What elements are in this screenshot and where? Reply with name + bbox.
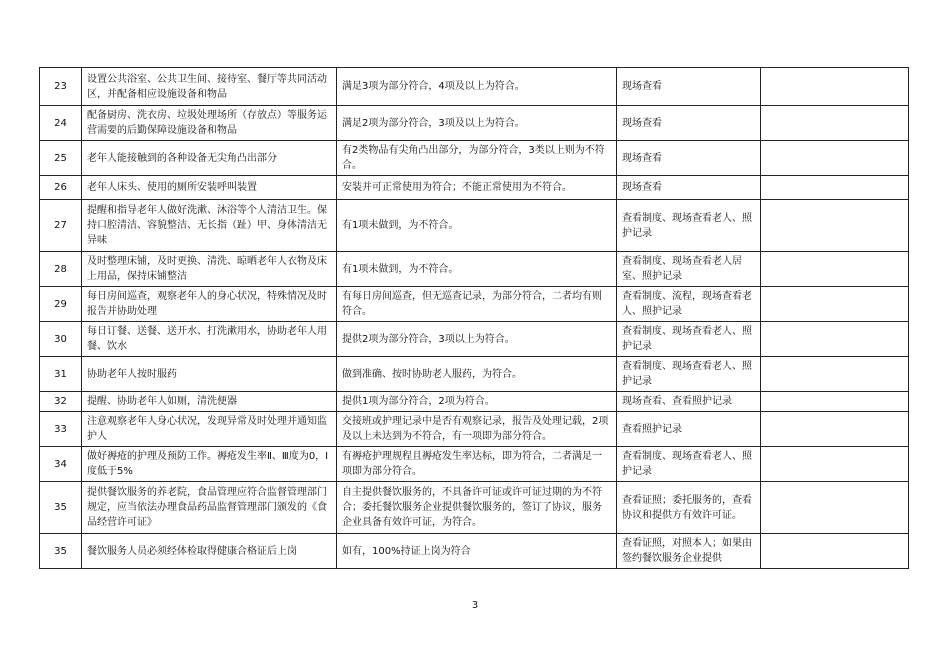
criteria-cell: 有每日房间巡查，但无巡查记录，为部分符合，二者均有则符合。	[337, 287, 617, 322]
remarks-cell	[761, 322, 909, 357]
table-row	[40, 176, 909, 200]
method-cell: 查看制度、现场查看老人、照护记录	[617, 322, 761, 357]
remarks-cell	[761, 482, 909, 534]
remarks-cell	[761, 252, 909, 287]
criteria-cell: 如有，100%持证上岗为符合	[337, 534, 617, 569]
requirement-cell: 每日订餐、送餐、送开水、打洗漱用水，协助老年人用餐、饮水	[82, 322, 337, 357]
requirement-cell: 每日房间巡查，观察老年人的身心状况，特殊情况及时报告并协助处理	[82, 287, 337, 322]
requirement-cell: 及时整理床铺，及时更换、清洗、晾晒老年人衣物及床上用品，保持床铺整洁	[82, 252, 337, 287]
remarks-cell	[761, 392, 909, 412]
requirement-cell: 老年人床头、使用的厕所安装呼叫装置	[82, 176, 337, 200]
table-row	[40, 287, 909, 322]
requirement-cell: 提供餐饮服务的养老院，食品管理应符合监督管理部门规定，应当依法办理食品药品监督管理部门颁发的《食品经营许可证》	[82, 482, 337, 534]
row-number: 31	[40, 357, 82, 392]
remarks-cell	[761, 534, 909, 569]
criteria-cell: 有2类物品有尖角凸出部分，为部分符合，3类以上则为不符合。	[337, 141, 617, 176]
method-cell: 现场查看	[617, 141, 761, 176]
table-row	[40, 392, 909, 412]
table-row	[40, 412, 909, 447]
criteria-cell: 安装并可正常使用为符合；不能正常使用为不符合。	[337, 176, 617, 200]
remarks-cell	[761, 68, 909, 106]
remarks-cell	[761, 106, 909, 141]
method-cell: 查看制度、现场查看老人、照护记录	[617, 447, 761, 482]
method-cell: 现场查看	[617, 106, 761, 141]
method-cell: 查看制度、现场查看老人、照护记录	[617, 200, 761, 252]
method-cell: 现场查看、查看照护记录	[617, 392, 761, 412]
method-cell: 现场查看	[617, 68, 761, 106]
method-cell: 查看证照，对照本人；如果由签约餐饮服务企业提供	[617, 534, 761, 569]
criteria-cell: 有1项未做到，为不符合。	[337, 200, 617, 252]
row-number: 30	[40, 322, 82, 357]
row-number: 25	[40, 141, 82, 176]
table-row	[40, 252, 909, 287]
remarks-cell	[761, 176, 909, 200]
requirement-cell: 餐饮服务人员必须经体检取得健康合格证后上岗	[82, 534, 337, 569]
remarks-cell	[761, 447, 909, 482]
row-number: 24	[40, 106, 82, 141]
requirement-cell: 提醒、协助老年人如厕，清洗便器	[82, 392, 337, 412]
criteria-cell: 提供1项为部分符合，2项为符合。	[337, 392, 617, 412]
criteria-cell: 做到准确、按时协助老人服药，为符合。	[337, 357, 617, 392]
requirement-cell: 设置公共浴室、公共卫生间、接待室、餐厅等共同活动区，并配备相应设施设备和物品	[82, 68, 337, 106]
table-row	[40, 200, 909, 252]
criteria-cell: 有褥疮护理规程且褥疮发生率达标，即为符合，二者满足一项即为部分符合。	[337, 447, 617, 482]
method-cell: 查看证照；委托服务的，查看协议和提供方有效许可证。	[617, 482, 761, 534]
criteria-cell: 提供2项为部分符合，3项以上为符合。	[337, 322, 617, 357]
remarks-cell	[761, 412, 909, 447]
requirement-cell: 配备厨房、洗衣房、垃圾处理场所（存放点）等服务运营需要的后勤保障设施设备和物品	[82, 106, 337, 141]
remarks-cell	[761, 357, 909, 392]
criteria-cell: 交接班或护理记录中是否有观察记录，报告及处理记载，2项及以上未达到为不符合，有一项即为部分符合。	[337, 412, 617, 447]
method-cell: 查看照护记录	[617, 412, 761, 447]
remarks-cell	[761, 141, 909, 176]
table-row	[40, 322, 909, 357]
requirement-cell: 做好褥疮的护理及预防工作。褥疮发生率Ⅱ、Ⅲ度为0，Ⅰ度低于5%	[82, 447, 337, 482]
page-number: 3	[471, 600, 479, 611]
method-cell: 查看制度、现场查看老人居室、照护记录	[617, 252, 761, 287]
remarks-cell	[761, 200, 909, 252]
criteria-cell: 满足2项为部分符合，3项及以上为符合。	[337, 106, 617, 141]
table-row	[40, 534, 909, 569]
requirement-cell: 注意观察老年人身心状况，发现异常及时处理并通知监护人	[82, 412, 337, 447]
method-cell: 现场查看	[617, 176, 761, 200]
method-cell: 查看制度、流程，现场查看老人、照护记录	[617, 287, 761, 322]
remarks-cell	[761, 287, 909, 322]
row-number: 35	[40, 534, 82, 569]
table-row	[40, 482, 909, 534]
table-row	[40, 106, 909, 141]
table-row	[40, 357, 909, 392]
criteria-cell: 自主提供餐饮服务的，不具备许可证或许可证过期的为不符合；委托餐饮服务企业提供餐饮服务的，签订了协议，服务企业具备有效许可证，为符合。	[337, 482, 617, 534]
row-number: 27	[40, 200, 82, 252]
row-number: 26	[40, 176, 82, 200]
row-number: 32	[40, 392, 82, 412]
row-number: 35	[40, 482, 82, 534]
table-row	[40, 141, 909, 176]
method-cell: 查看制度、现场查看老人、照护记录	[617, 357, 761, 392]
criteria-cell: 有1项未做到，为不符合。	[337, 252, 617, 287]
row-number: 29	[40, 287, 82, 322]
assessment-table	[39, 67, 909, 569]
criteria-cell: 满足3项为部分符合，4项及以上为符合。	[337, 68, 617, 106]
row-number: 28	[40, 252, 82, 287]
row-number: 33	[40, 412, 82, 447]
requirement-cell: 老年人能接触到的各种设备无尖角凸出部分	[82, 141, 337, 176]
table-row	[40, 447, 909, 482]
requirement-cell: 协助老年人按时服药	[82, 357, 337, 392]
table-row	[40, 68, 909, 106]
requirement-cell: 提醒和指导老年人做好洗漱、沐浴等个人清洁卫生。保持口腔清洁、容貌整洁、无长指（趾）甲、身体清洁无异味	[82, 200, 337, 252]
row-number: 34	[40, 447, 82, 482]
row-number: 23	[40, 68, 82, 106]
